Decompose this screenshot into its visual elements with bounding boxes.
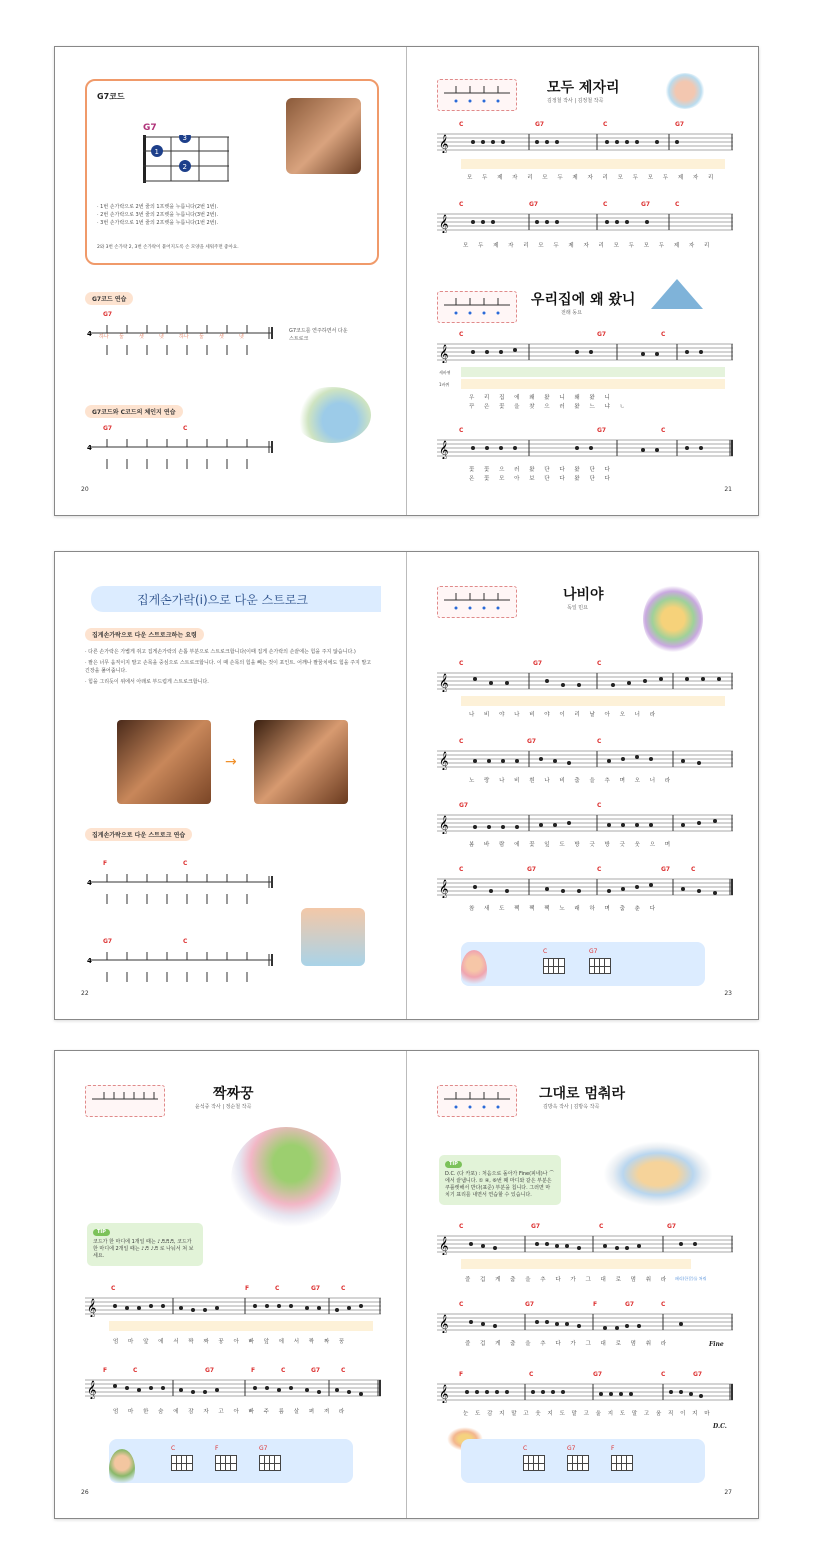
lyrics: 엄 마 한 숨 에 잠 자 고 아 빠 주 름 살 펴 져 라 xyxy=(113,1409,349,1415)
song-credit: 윤석중 작사 | 정순철 작곡 xyxy=(195,1104,252,1110)
song-credit: 김방옥 작사 | 김방옥 작곡 xyxy=(543,1104,600,1110)
strum-label: 셋 xyxy=(219,334,224,340)
chord-diagram-f xyxy=(215,1455,237,1471)
page-23 xyxy=(407,552,758,1019)
rhythm-box xyxy=(437,586,517,618)
chord-label: F xyxy=(459,1371,464,1378)
chord-label: C xyxy=(275,1285,280,1292)
chord-reference-box xyxy=(461,942,705,986)
chord-label: C xyxy=(183,425,188,432)
technique-tips xyxy=(85,648,377,686)
svg-text:2: 2 xyxy=(182,163,187,171)
chord-label: C xyxy=(459,1223,464,1230)
song-title: 모두 제자리 xyxy=(547,80,620,96)
tip-item: · 힘을 그리듯이 위에서 아래로 부드럽게 스트로크합니다. xyxy=(85,679,209,685)
svg-text:𝄞: 𝄞 xyxy=(439,1314,449,1333)
chord-diagram-g7 xyxy=(567,1455,589,1471)
chord-label: C xyxy=(597,660,602,667)
chord-label: F xyxy=(245,1285,250,1292)
music-staff xyxy=(437,1311,733,1333)
music-staff xyxy=(437,812,733,834)
chord-label: C xyxy=(459,121,464,128)
chord-label: G7 xyxy=(641,201,651,208)
rhythm-band xyxy=(461,696,725,706)
lyrics: 노 랑 나 비 흰 나 비 춤 을 추 며 오 너 라 xyxy=(469,778,675,784)
tip-box xyxy=(87,1223,203,1266)
song-title: 우리집에 왜 왔니 xyxy=(531,292,636,308)
chord-label: G7 xyxy=(661,866,671,873)
svg-text:𝄞: 𝄞 xyxy=(439,440,449,459)
band-note: 패리(한갈)를 쳐줘 xyxy=(675,1276,707,1281)
chord-label: C xyxy=(661,1371,666,1378)
chord-label: G7 xyxy=(675,121,685,128)
music-staff xyxy=(85,1295,381,1317)
svg-text:4: 4 xyxy=(87,879,92,887)
finger-note: · 2번 손가락으로 3번 줄의 2프렛을 누릅니다(3번 2번). xyxy=(97,212,219,218)
section-practice: 집게손가락으로 다운 스트로크 연습 xyxy=(85,828,192,841)
chord-label: G7 xyxy=(103,311,113,318)
chord-label: G7 xyxy=(693,1371,703,1378)
chord-box-label: G7 xyxy=(259,1445,268,1452)
music-staff xyxy=(437,748,733,770)
dc-mark: D.C. xyxy=(713,1423,727,1430)
strum-staff-1 xyxy=(85,323,275,357)
chord-label: C xyxy=(597,738,602,745)
svg-text:4: 4 xyxy=(87,330,92,338)
song-title: 짝짜꿍 xyxy=(213,1086,254,1102)
song-credit: 김정철 작사 | 김정철 작곡 xyxy=(547,98,604,104)
song-title: 그대로 멈춰라 xyxy=(539,1086,626,1102)
lyrics: 봄 바 람 에 꽃 잎 도 방 긋 방 긋 웃 으 며 xyxy=(469,842,675,848)
chord-diagram-g7 xyxy=(259,1455,281,1471)
lyrics: 꽃 꽃 으 러 왔 단 다 왔 단 다 xyxy=(469,467,614,473)
tip-item: · 다른 손가락은 가볍게 쥐고 집게손가락의 손톱 부분으로 스트로크합니다(이때 집게 손가락의 손끝에는 힘을 주지 않습니다.) xyxy=(85,649,356,655)
lyrics: 모 두 제 자 리 모 두 제 자 리 모 두 모 두 제 자 리 xyxy=(467,175,718,181)
strum-label: 하나 xyxy=(179,334,189,340)
lesson-title: 집게손가락(i)으로 다운 스트로크 xyxy=(137,593,309,607)
lyrics: 눈 도 감 지 말 고 웃 지 도 말 고 울 지 도 말 고 움 직 이 지 마 xyxy=(463,1411,713,1417)
chord-label: G7 xyxy=(535,121,545,128)
chord-label: G7 xyxy=(311,1367,321,1374)
svg-text:𝄞: 𝄞 xyxy=(439,1236,449,1255)
rhythm-box xyxy=(437,291,517,323)
rhythm-band xyxy=(461,1259,691,1269)
chord-label: C xyxy=(597,802,602,809)
section-g7-practice: G7코드 연습 xyxy=(85,292,133,305)
rhythm-band xyxy=(461,159,725,169)
page-number: 26 xyxy=(81,1489,89,1496)
chord-label: G7 xyxy=(667,1223,677,1230)
box-footnote: 2와 3번 손가락 2, 3번 손가락이 붙어지도록 손 모양을 세워주면 좋아요. xyxy=(97,245,239,250)
chord-box-label: F xyxy=(611,1445,615,1452)
chord-diagram-f xyxy=(611,1455,633,1471)
chord-box-label: G7 xyxy=(567,1445,576,1452)
chord-label: C xyxy=(603,121,608,128)
lyrics: 엄 마 앞 에 서 짝 짜 꿍 아 빠 앞 에 서 짝 짜 꿍 xyxy=(113,1339,349,1345)
chord-label: C xyxy=(459,331,464,338)
chord-label: C xyxy=(597,866,602,873)
strum-label: 하나 xyxy=(99,334,109,340)
svg-text:4: 4 xyxy=(87,444,92,452)
chord-label: G7 xyxy=(529,201,539,208)
chord-label: G7 xyxy=(625,1301,635,1308)
tip-box xyxy=(439,1155,561,1205)
strum-label: 셋 xyxy=(139,334,144,340)
chord-label: C xyxy=(281,1367,286,1374)
lyrics: 참 새 도 짹 짹 짹 노 래 하 며 춤 춘 다 xyxy=(469,906,660,912)
chord-label: C xyxy=(603,201,608,208)
illustration-kids-dancing xyxy=(603,1141,713,1207)
page-20 xyxy=(55,47,406,515)
page-27 xyxy=(407,1051,758,1518)
chord-label: G7 xyxy=(459,802,469,809)
svg-text:𝄞: 𝄞 xyxy=(439,673,449,692)
svg-text:4: 4 xyxy=(87,957,92,965)
chord-label: C xyxy=(691,866,696,873)
tip-item: · 팔은 너무 움직이지 말고 손목을 중심으로 스트로크합니다. 이 때 손목의 힘을 빼는 것이 포인트. 어깨나 팔꿈치에도 힘을 주지 말고 긴장을 풀어줍니다. xyxy=(85,660,372,674)
page-21 xyxy=(407,47,758,515)
lyrics: 즐 겁 게 춤 을 추 다 가 그 대 로 멈 춰 라 xyxy=(465,1341,671,1347)
section-chord-change: G7코드와 C코드의 체인지 연습 xyxy=(85,405,183,418)
page-number: 27 xyxy=(724,1489,732,1496)
chord-label: C xyxy=(661,1301,666,1308)
song-credit: 독일 민요 xyxy=(567,605,588,611)
tip-text: D.C. (다 카포) : 처음으로 돌아가 Fine(피네)나 ⌒ 에서 끝냅니다. ① ④, ⑥번 째 마디와 같은 부분은 쿠플렛해서 반다(표준) 부분을 칩니다. 그러면 마치기 표리를 내면서 연습할 수 있습니다. xyxy=(445,1171,555,1198)
chord-label: G7 xyxy=(525,1301,535,1308)
strum-staff xyxy=(85,950,275,984)
illustration-shop xyxy=(301,908,365,966)
page-number: 22 xyxy=(81,990,89,997)
chord-label: C xyxy=(459,866,464,873)
chord-label: G7 xyxy=(311,1285,321,1292)
illustration-pond xyxy=(293,387,371,443)
chord-label: C xyxy=(341,1285,346,1292)
chord-box-label: G7 xyxy=(589,948,598,955)
chord-label: C xyxy=(459,427,464,434)
chord-label: G7 xyxy=(527,866,537,873)
page-number: 21 xyxy=(724,486,732,493)
chord-label: C xyxy=(133,1367,138,1374)
chord-diagram-g7 xyxy=(589,958,611,974)
finger-note: · 3번 손가락으로 1번 줄의 2프렛을 누릅니다(1번 2번). xyxy=(97,220,219,226)
arrow-icon: → xyxy=(225,754,237,770)
music-staff xyxy=(437,670,733,692)
chord-box-label: C xyxy=(523,1445,528,1452)
music-staff xyxy=(437,341,733,363)
chord-label: G7 xyxy=(103,425,113,432)
chord-label: G7 xyxy=(103,938,113,945)
rhythm-band xyxy=(109,1321,373,1331)
chord-label: G7 xyxy=(597,331,607,338)
chord-label: C xyxy=(459,660,464,667)
illustration-kids xyxy=(665,73,705,109)
row-label: 세바퀴 xyxy=(439,370,451,375)
lyrics: 온 꽃 모 아 보 단 다 왔 단 다 xyxy=(469,476,614,482)
svg-text:𝄞: 𝄞 xyxy=(439,815,449,834)
chord-label: C xyxy=(459,738,464,745)
rhythm-box xyxy=(437,1085,517,1117)
section-technique: 집게손가락으로 다운 스트로크하는 요령 xyxy=(85,628,204,641)
strum-label: 넷 xyxy=(159,334,164,340)
chord-label: C xyxy=(183,860,188,867)
spread-pages-22-23 xyxy=(54,551,759,1020)
chord-label: G7 xyxy=(527,738,537,745)
chord-diagram-c xyxy=(171,1455,193,1471)
svg-text:𝄞: 𝄞 xyxy=(87,1298,97,1317)
svg-text:𝄞: 𝄞 xyxy=(439,214,449,233)
music-staff xyxy=(437,211,733,233)
rhythm-box xyxy=(85,1085,165,1117)
svg-text:𝄞: 𝄞 xyxy=(439,1384,449,1403)
chord-label: G7 xyxy=(533,660,543,667)
music-staff xyxy=(437,1381,733,1403)
illustration-house xyxy=(651,279,703,309)
finger-notes xyxy=(97,203,367,227)
music-staff xyxy=(437,437,733,459)
strum-labels-1 xyxy=(99,333,259,340)
chord-name: G7 xyxy=(143,123,157,133)
chord-label: C xyxy=(661,427,666,434)
strum-label: 둘 xyxy=(199,334,204,340)
chord-label: C xyxy=(661,331,666,338)
spread-pages-26-27 xyxy=(54,1050,759,1519)
chord-label: G7 xyxy=(531,1223,541,1230)
rhythm-band xyxy=(461,379,725,389)
lyrics: 즐 겁 게 춤 을 추 다 가 그 대 로 멈 춰 라 xyxy=(465,1277,671,1283)
chord-label: G7 xyxy=(593,1371,603,1378)
chord-label: C xyxy=(459,1301,464,1308)
rhythm-box xyxy=(437,79,517,111)
music-staff xyxy=(437,876,733,898)
page-number: 23 xyxy=(724,990,732,997)
chord-label: F xyxy=(593,1301,598,1308)
box-title: G7코드 xyxy=(97,92,125,101)
section1-note: G7코드를 연주하면서 다운 스트로크 xyxy=(289,328,348,342)
girl-illustration xyxy=(461,950,487,990)
svg-text:𝄞: 𝄞 xyxy=(439,344,449,363)
chord-label: F xyxy=(103,860,108,867)
chord-label: C xyxy=(599,1223,604,1230)
illustration-teacup xyxy=(231,1127,341,1231)
hand-photo xyxy=(286,98,361,174)
svg-text:3: 3 xyxy=(182,135,187,142)
chord-label: C xyxy=(183,938,188,945)
strum-staff xyxy=(85,872,275,906)
chord-label: C xyxy=(529,1371,534,1378)
svg-text:𝄞: 𝄞 xyxy=(87,1380,97,1399)
strum-label: 넷 xyxy=(239,334,244,340)
spread-pages-20-21 xyxy=(54,46,759,516)
chord-label: C xyxy=(111,1285,116,1292)
lyrics: 우 리 집 에 왜 왔 니 왜 왔 니 xyxy=(469,395,614,401)
tip-tag: TIP xyxy=(445,1161,462,1168)
music-staff xyxy=(85,1377,381,1399)
chord-label: C xyxy=(675,201,680,208)
chord-label: C xyxy=(459,201,464,208)
music-staff xyxy=(437,1233,733,1255)
strum-photo-before xyxy=(117,720,211,804)
chord-label: F xyxy=(103,1367,108,1374)
strum-staff-2 xyxy=(85,437,275,471)
tip-text: 코드가 한 마디에 1개일 때는 ♪♬♬♬, 코드가 한 마디에 2개일 때는 ♪♬ ♪♬ 로 나눠서 쳐 보세요. xyxy=(93,1239,194,1259)
chord-diagram-c xyxy=(543,958,565,974)
chord-label: F xyxy=(251,1367,256,1374)
svg-text:1: 1 xyxy=(154,148,159,156)
strum-label: 둘 xyxy=(119,334,124,340)
chord-label: G7 xyxy=(597,427,607,434)
svg-text:𝄞: 𝄞 xyxy=(439,751,449,770)
chord-label: G7 xyxy=(205,1367,215,1374)
boy-illustration xyxy=(109,1449,135,1489)
strum-photo-after xyxy=(254,720,348,804)
g7-fretboard-diagram xyxy=(143,135,229,183)
lyrics: 모 두 제 자 리 모 두 제 자 리 모 두 모 두 제 자 리 xyxy=(463,243,714,249)
chord-diagram-c xyxy=(523,1455,545,1471)
lyrics: 꾸 은 꽃 을 찾 으 러 왔 느 냐 ㄴ xyxy=(469,404,629,410)
page-number: 20 xyxy=(81,486,89,493)
row-label: 1바퀴 xyxy=(439,382,450,387)
svg-text:𝄞: 𝄞 xyxy=(439,879,449,898)
finger-note: · 1번 손가락으로 2번 줄의 1프렛을 누릅니다(2번 1번). xyxy=(97,204,219,210)
fine-mark: Fine xyxy=(709,1341,724,1348)
song-credit: 전래 동요 xyxy=(561,310,582,316)
svg-text:𝄞: 𝄞 xyxy=(439,134,449,153)
chord-box-label: F xyxy=(215,1445,219,1452)
chord-box-label: C xyxy=(171,1445,176,1452)
lyrics: 나 비 야 나 비 야 이 리 날 아 오 너 라 xyxy=(469,712,660,718)
music-staff xyxy=(437,131,733,153)
page-26 xyxy=(55,1051,406,1518)
song-title: 나비야 xyxy=(563,587,604,603)
chord-box-label: C xyxy=(543,948,548,955)
tip-tag: TIP xyxy=(93,1229,110,1236)
illustration-butterfly xyxy=(643,584,703,654)
g7-chord-box xyxy=(85,79,379,265)
rhythm-band xyxy=(461,367,725,377)
chord-label: C xyxy=(341,1367,346,1374)
page-22 xyxy=(55,552,406,1019)
